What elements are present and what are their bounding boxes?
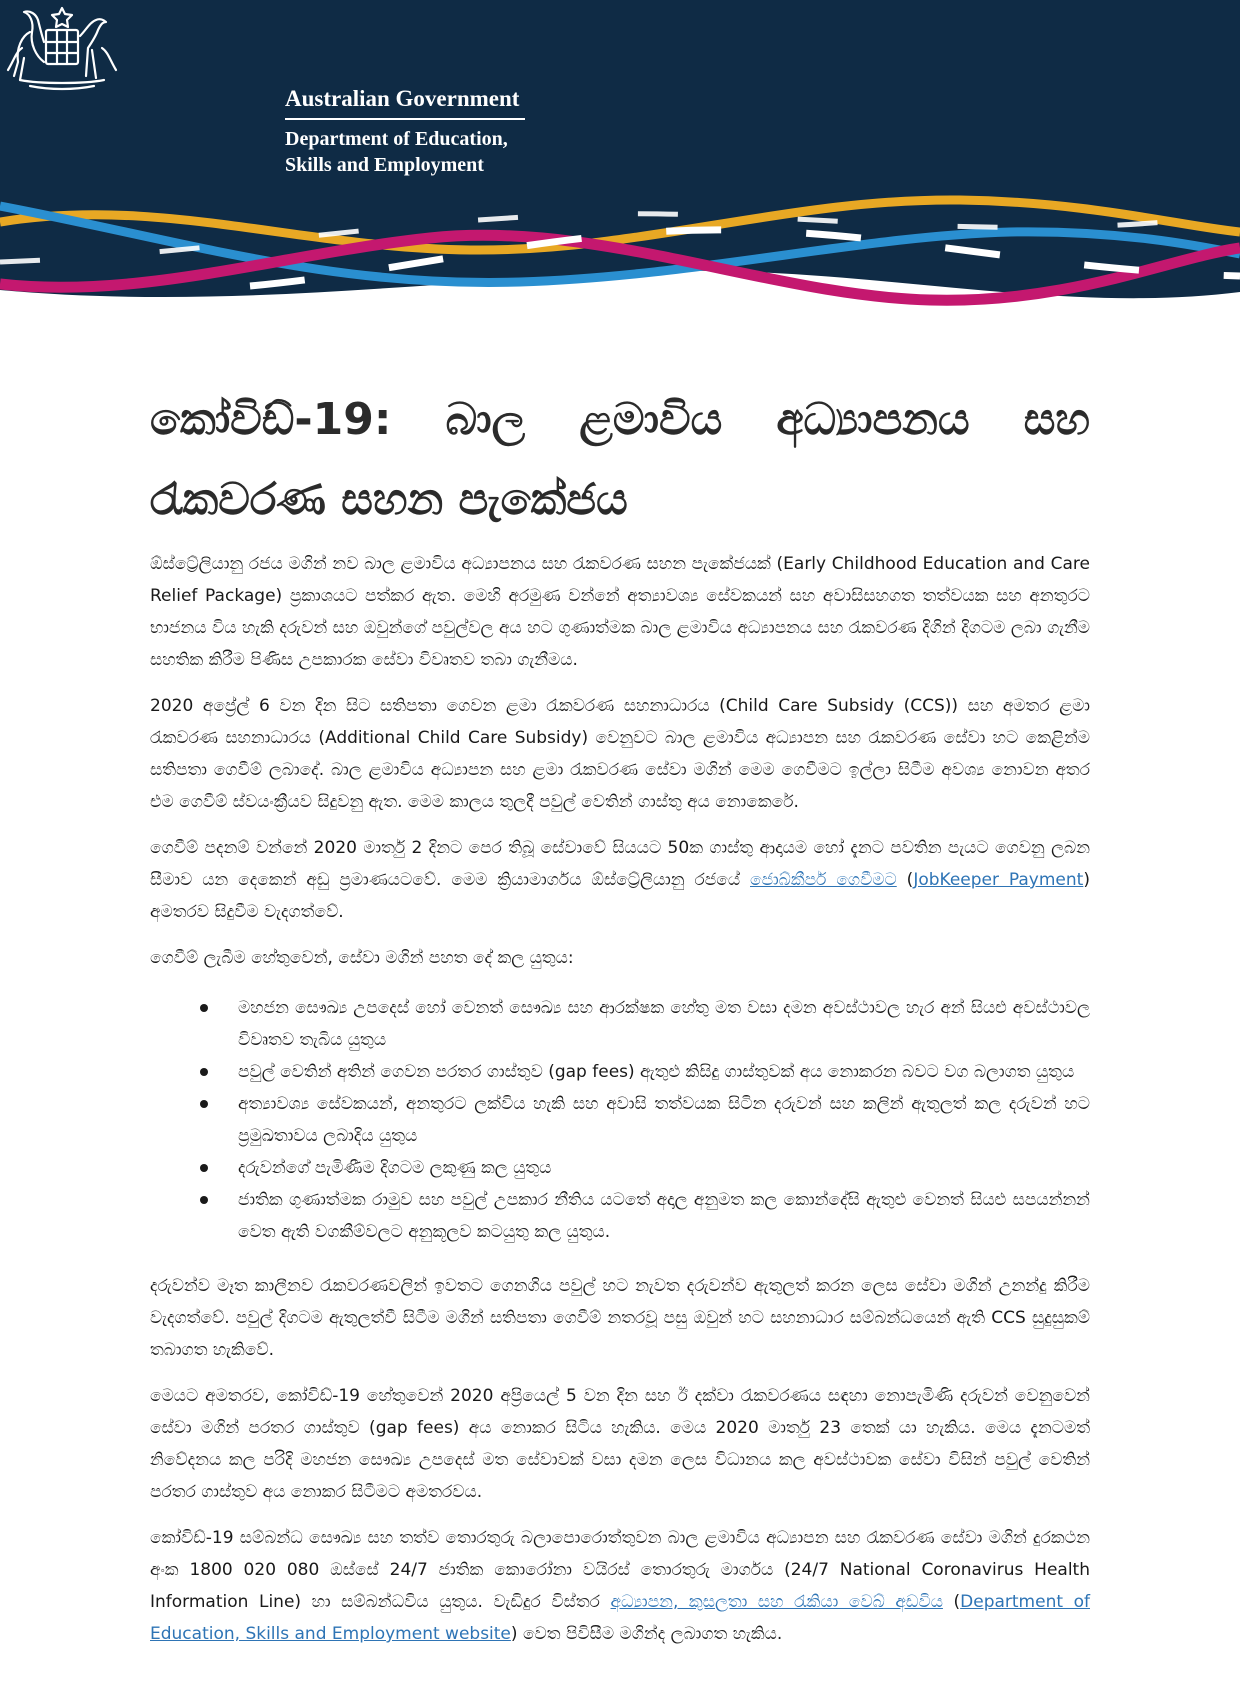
document-body: [150, 380, 1090, 1650]
bullet-icon: [200, 1164, 208, 1172]
paragraph-health-info: [150, 1522, 1090, 1650]
bullet-icon: [200, 1100, 208, 1108]
list-item: [150, 1088, 1090, 1152]
bullet-icon: [200, 1004, 208, 1012]
bullet-icon: [200, 1196, 208, 1204]
list-item: [150, 992, 1090, 1056]
department-name-line-2: Skills and Employment: [285, 153, 484, 176]
paragraph-payment-basis-end: ) අමතරව සිදුවීම වැදගත්වේ.: [150, 870, 1090, 922]
paragraph-gap-fees: මෙයට අමතරව, කෝවිඩ්-19 හේතුවෙන් 2020 අප්‍රියෙල් 5 වන දින සහ ඊ දක්වා රැකවරණය සඳහා නොපැමිණි දරුවන් වෙනුවෙන් සේවා මගින් පරතර ගාස්තුව (gap fees) අය නොකර සිටිය හැකිය. මෙය 2020 මාර්තු 23 තෙක් යා හැකිය. මෙය දැනටමත් නිවේදනය කල පරිදි මහජන සෞඛ්‍ය උපදෙස් මත සේවාවක් වසා දමන ලෙස විධානය කල අවස්ථාවක සේවා විසින් පවුල් වෙතින් පරතර ගාස්තුව අය නොකර සිටීමට අමතරවය.: [150, 1386, 1090, 1502]
list-item: [150, 1184, 1090, 1248]
department-website-sinhala-link[interactable]: අධ්‍යාපන, කුසලතා සහ රැකියා වෙබ් අඩවිය: [610, 1592, 943, 1612]
branding-divider: [285, 118, 525, 120]
coat-of-arms-icon: [0, 0, 124, 92]
header-banner-graphic: [0, 0, 1240, 330]
page-title: කෝවිඩ්-19: බාල ළමාවිය අධ්‍යාපනය සහ රැකවරණ සහන පැකේජය: [150, 394, 1090, 525]
paragraph-payment-basis: [150, 832, 1090, 928]
department-website-link[interactable]: Department of Education, Skills and Employment website: [150, 1592, 1090, 1644]
paragraph-health-info-text: කෝවිඩ්-19 සම්බන්ධ සෞඛ්‍ය සහ තත්ව තොරතුරු බලාපොරොත්තුවන බාල ළමාවිය අධ්‍යාපන සහ රැකවරණ සේවා මගින් දුරකථන අංක 1800 020 080 ඔස්සේ 24/7 ජාතික කොරෝනා වයිරස් තොරතුරු මාර්ගය (24/7 National Coronavirus Health Information Line) හා සම්බන්ධවිය යුතුය. වැඩිදුර විස්තර: [150, 1528, 1090, 1612]
department-name-line-1: Department of Education,: [285, 127, 508, 150]
obligations-list: [150, 992, 1090, 1248]
paragraph-service-obligations-intro: ගෙවීම් ලැබීම හේතුවෙන්, සේවා මගින් පහත දේ කල යුතුය:: [150, 948, 574, 968]
page-header: [0, 0, 1240, 330]
government-name: Australian Government: [285, 86, 520, 111]
government-branding: [285, 84, 525, 178]
paragraph-re-enrolment: දරුවන්ව මෑත කාලීනව රැකවරණවලින් ඉවතට ගෙනගිය පවුල් හට නැවත දරුවන්ව ඇතුලත් කරන ලෙස සේවා මගින් උනන්දු කිරීම වැදගත්වේ. පවුල් දිගටම ඇතුලත්වී සිටීම මගින් සතිපතා ගෙවීම් නතරවූ පසු ඔවුන් හට සහනාධාර සම්බන්ධයෙන් ඇති CCS සුදුසුකම් තබාගත හැකිවේ.: [150, 1276, 1090, 1360]
list-item: [150, 1152, 1090, 1184]
paragraph-payment-basis-text: ගෙවීම් පදනම් වන්නේ 2020 මාර්තු 2 දිනට පෙර තිබූ සේවාවේ සියයට 50ක ගාස්තු ආදායම හෝ දැනට පවතින පැයට ගෙවනු ලබන සීමාව යන දෙකෙන් අඩු ප්‍රමාණයටවේ. මෙම ක්‍රියාමාර්ගය ඕස්ට්‍රේලියානු රජයේ: [150, 838, 1090, 890]
paragraph-health-info-end: ) වෙත පිවිසීම මගින්ද ලබාගත හැකිය.: [510, 1624, 783, 1644]
paragraph-weekly-payments: 2020 අප්‍රේල් 6 වන දින සිට සතිපතා ගෙවන ළමා රැකවරණ සහනාධාරය (Child Care Subsidy (CCS)) සහ අමතර ළමා රැකවරණ සහනාධාරය (Additional Child Care Subsidy) වෙනුවට බාල ළමාවිය අධ්‍යාපන සහ රැකවරණ සේවා හට කෙළින්ම සතිපතා ගෙවීම් ලබාදේ. බාල ළමාවිය අධ්‍යාපන සහ ළමා රැකවරණ සේවා මගින් මෙම ගෙවීමට ඉල්ලා සිටීම අවශ්‍ය නොවන අතර එම ගෙවීම් ස්වයංක්‍රීයව සිදුවනු ඇත. මෙම කාලය තුලදී පවුල් වෙතින් ගාස්තු අය නොකෙරේ.: [150, 696, 1090, 812]
bullet-icon: [200, 1068, 208, 1076]
list-item-text: ජාතික ගුණාත්මක රාමුව සහ පවුල් උපකාර නීතිය යටතේ අදාල අනුමත කල කොන්දේසි ඇතුළු වෙනත් සියළු සපයන්නන් වෙත ඇති වගකීම්වලට අනුකූලව කටයුතු කල යුතුය.: [238, 1190, 1090, 1242]
paragraph-intro: ඕස්ට්‍රේලියානු රජය මගින් නව බාල ළමාවිය අධ්‍යාපනය සහ රැකවරණ සහන පැකේජයක් (Early Childhood Education and Care Relief Package) ප්‍රකාශයට පත්කර ඇත. මෙහි අරමුණ වන්නේ අත්‍යාවශ්‍ය සේවකයන් සහ අවාසිසහගත තත්වයක සහ අනතුරට භාජනය විය හැකි දරුවන් සහ ඔවුන්ගේ පවුල්වල අය හට ගුණාත්මක බාල ළමාවිය අධ්‍යාපනය සහ රැකවරණ දිගින් දිගටම ලබා ගැනීම සහතික කිරීම පිණිස උපකාරක සේවා විවෘතව තබා ගැනීමය.: [150, 554, 1090, 670]
paren-open: (: [896, 870, 914, 890]
jobkeeper-sinhala-link[interactable]: ජොබ්කීපර් ගෙවීමට: [750, 870, 897, 890]
list-item-text: අත්‍යාවශ්‍ය සේවකයන්, අනතුරට ලක්විය හැකි සහ අවාසි තත්වයක සිටින දරුවන් සහ කලින් ඇතුලත් කල දරුවන් හට ප්‍රමුඛතාවය ලබාදිය යුතුය: [238, 1094, 1090, 1146]
jobkeeper-payment-link[interactable]: JobKeeper Payment: [913, 870, 1084, 890]
list-item: [150, 1056, 1090, 1088]
list-item-text: දරුවන්ගේ පැමිණීම දිගටම ලකුණු කල යුතුය: [238, 1158, 552, 1178]
list-item-text: මහජන සෞඛ්‍ය උපදෙස් හෝ වෙනත් සෞඛ්‍ය සහ ආරක්ෂක හේතු මත වසා දමන අවස්ථාවල හැර අන් සියළු අවස්ථාවල විවෘතව තැබිය යුතුය: [238, 998, 1090, 1050]
list-item-text: පවුල් වෙතින් අතින් ගෙවන පරතර ගාස්තුව (gap fees) ඇතුළු කිසිදු ගාස්තුවක් අය නොකරන බවට වග බලාගත යුතුය: [238, 1062, 1075, 1082]
paren-open: (: [942, 1592, 961, 1612]
